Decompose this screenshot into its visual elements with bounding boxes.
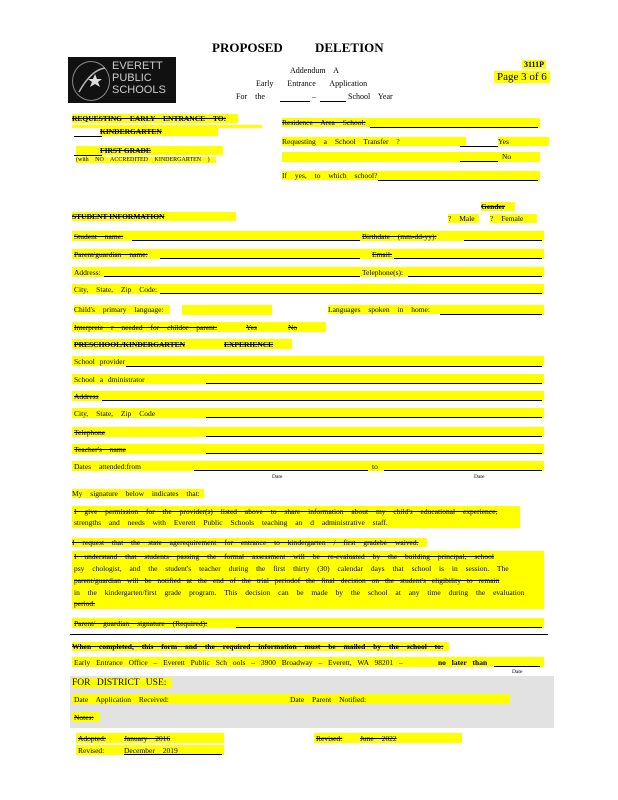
early-entrance-application: Early Entrance Application xyxy=(256,79,368,88)
signature-intro: My signature below indicates that: xyxy=(72,489,204,498)
page-number: Page 3 of 6 xyxy=(494,71,550,83)
policy-number: 3111P xyxy=(524,60,545,69)
permission-text-2: strengths and needs with Everett Public Schools teaching an d administrative staff. xyxy=(74,518,388,527)
adopted-date: January 2016 xyxy=(124,734,171,743)
first-grade-option[interactable]: FIRST GRADE xyxy=(76,146,223,155)
district-use-title: FOR DISTRICT USE: xyxy=(72,678,172,688)
no-later-than: no later than xyxy=(438,658,488,667)
revised-label: Revised: xyxy=(316,734,343,743)
student-information-heading: STUDENT INFORMATION xyxy=(72,212,236,221)
date-parent-notified: Date Parent Notified: xyxy=(290,695,367,704)
for-the-label: For the xyxy=(236,92,265,101)
residence-area-label: Residence Area School: xyxy=(282,118,370,127)
interpreter-no[interactable]: No xyxy=(288,323,298,332)
title-proposed: PROPOSED xyxy=(212,40,283,55)
transfer-no[interactable]: No xyxy=(502,152,512,161)
dates-to-label: to xyxy=(372,462,378,471)
transfer-yes[interactable]: Yes xyxy=(498,137,549,146)
student-name-label: Student name: xyxy=(74,232,124,241)
permission-text-1: I give permission for the provider(s) listed above to share information about my child's educational experience, xyxy=(74,507,498,516)
gender-female[interactable]: ? Female xyxy=(490,214,537,223)
preschool-telephone-label: Telephone xyxy=(74,428,106,437)
gender-male[interactable]: ? Male xyxy=(448,214,479,223)
adopted-label: Adopted: xyxy=(78,734,106,743)
school-provider-label: School provider xyxy=(74,357,126,366)
understand-text-2: psy chologist, and the student's teacher during the first thirty (30) calendar days that school is in session. The xyxy=(74,564,509,573)
addendum-label: Addendum A xyxy=(290,66,339,75)
understand-text-5: period. xyxy=(74,599,96,608)
star-swirl-icon xyxy=(72,61,110,101)
languages-home-label: Languages spoken in home: xyxy=(328,305,442,314)
revised-date: June 2022 xyxy=(360,734,397,743)
preschool-address-label: Address xyxy=(74,392,99,401)
age-waiver-text: I request that the state agerequirement for entrance to kindergarten / first gradebe waived. xyxy=(72,538,427,547)
no-accredited-kindergarten: (with NO ACCREDITED KINDERGARTEN ) xyxy=(76,157,216,163)
preschool-heading: PRESCHOOL/KINDERGARTEN xyxy=(74,340,186,349)
telephone-label: Telephone(s): xyxy=(362,268,404,277)
requesting-transfer-label: Requesting a School Transfer ? xyxy=(282,137,466,146)
dates-attended-label: Dates attended:from xyxy=(74,462,142,471)
understand-text-3: parent/guardian will be notified at the end of the trial periodof the final decision on the student's eligibility to remain xyxy=(74,576,500,585)
school-administrator-label: School a dministrator xyxy=(74,375,145,384)
revised2-label: Revised: xyxy=(78,746,105,755)
district-logo: EVERETT PUBLIC SCHOOLS xyxy=(68,57,176,103)
email-label: Email: xyxy=(372,250,392,259)
primary-language-label: Child's primary language: xyxy=(74,305,170,314)
which-school-label: If yes, to which school? xyxy=(282,171,383,180)
mail-instructions: When completed, this form and the required information must be mailed by the school to: xyxy=(72,642,449,651)
parent-guardian-label: Parent/guardian name: xyxy=(74,250,148,259)
kindergarten-option[interactable]: KINDERGARTEN xyxy=(100,127,218,136)
gender-label: Gender xyxy=(481,202,515,211)
birthdate-label: Birthdate (mm-dd-yy): xyxy=(362,232,437,241)
requesting-early-entrance-label: REQUESTING EARLY ENTRANCE TO: xyxy=(72,114,238,123)
parent-signature-label: Parent/ guardian signature (Required): xyxy=(74,619,208,628)
address-label: Address: xyxy=(74,268,101,277)
preschool-city-label: City, State, Zip Code xyxy=(74,409,156,418)
teacher-name-label: Teacher's name xyxy=(74,445,127,454)
interpreter-yes[interactable]: Yes xyxy=(246,323,257,332)
school-year-label: School Year xyxy=(348,92,393,101)
understand-text-4: in the kindergarten/first grade program. This decision can be made by the school at any time during the evaluation xyxy=(74,588,525,597)
experience-heading: EXPERIENCE xyxy=(224,340,274,349)
title-deletion: DELETION xyxy=(315,40,384,55)
notes-label: Notes: xyxy=(74,713,94,722)
revised2-date: December 2019 xyxy=(124,746,178,755)
city-state-zip-label: City, State, Zip Code: xyxy=(74,285,158,294)
date-application-received: Date Application Received: xyxy=(74,695,169,704)
interpreter-label: Interprete r needed for childor parent: xyxy=(74,323,218,332)
mail-address: Early Entrance Office – Everett Public Sch ools – 3900 Broadway – Everett, WA 98201 – xyxy=(74,658,403,667)
understand-text-1: I understand that students passing the formal assessment will be re-evaluated by the building principal, school xyxy=(74,552,494,561)
